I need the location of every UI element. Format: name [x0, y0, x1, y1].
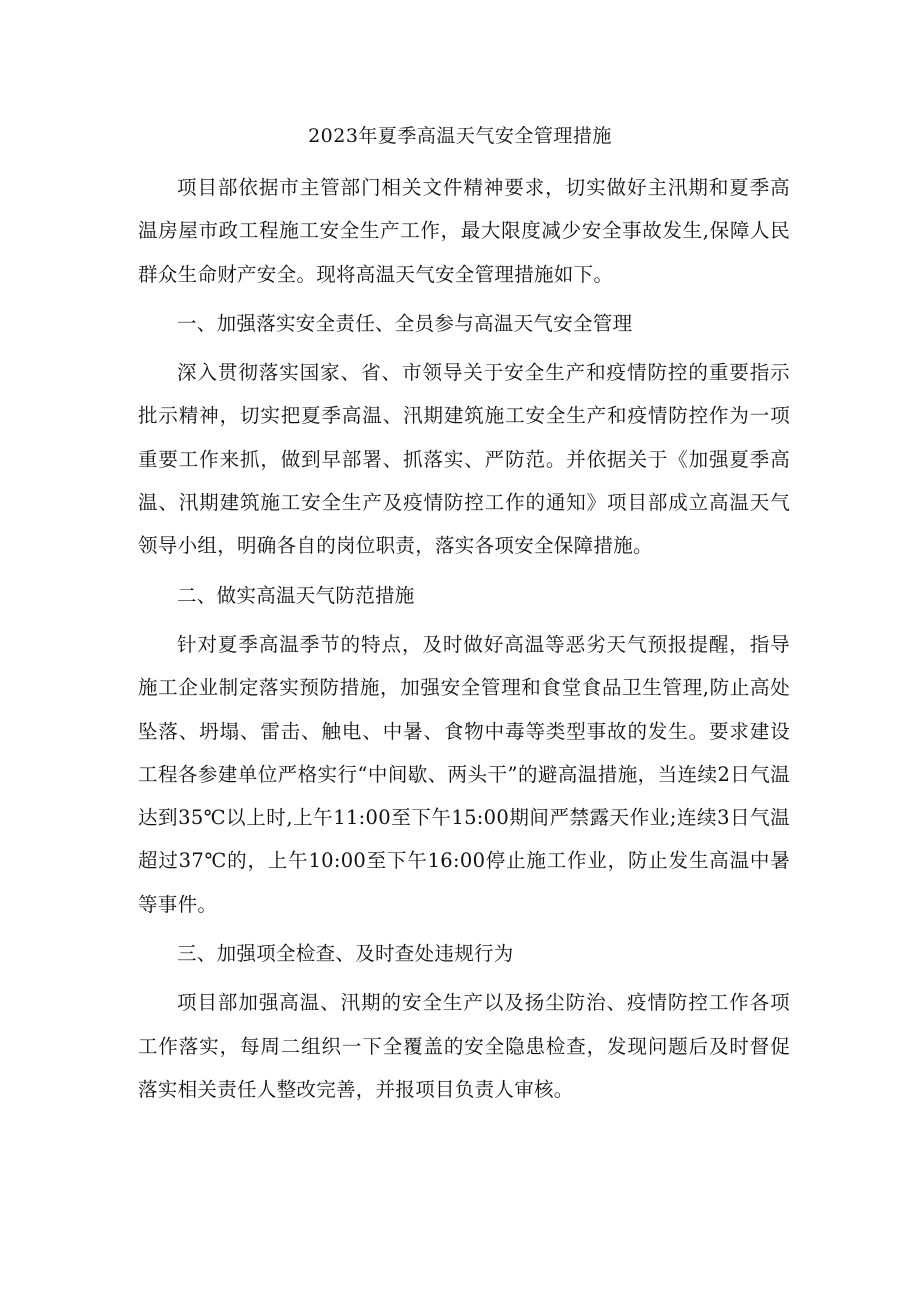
section-body-3: 项目部加强高温、汛期的安全生产以及扬尘防治、疫情防控工作各项工作落实，每周二组织一下全覆盖的安全隐患检查，发现问题后及时督促落实相关责任人整改完善，并报项目负责人审核。: [138, 991, 790, 1101]
section-heading-2: 二、做实高温天气防范措施: [177, 583, 415, 607]
document-body: [138, 166, 790, 1117]
intro-paragraph: 项目部依据市主管部门相关文件精神要求，切实做好主汛期和夏季高温房屋市政工程施工安全生产工作，最大限度减少安全事故发生,保障人民群众生命财产安全。现将高温天气安全管理措施如下。: [138, 176, 790, 286]
document-title: 2023年夏季高温天气安全管理措施: [308, 125, 612, 147]
section-heading-1: 一、加强落实安全责任、全员参与高温天气安全管理: [177, 311, 633, 335]
section-body-2: 针对夏季高温季节的特点，及时做好高温等恶劣天气预报提醒，指导施工企业制定落实预防措施，加强安全管理和食堂食品卫生管理,防止高处坠落、坍塌、雷击、触电、中暑、食物中毒等类型事故的发生。要求建设工程各参建单位严格实行“中间歇、两头干”的避高温措施，当连续2日气温达到35℃以上时,上午11:00至下午15:00期间严禁露天作业;连续3日气温超过37℃的，上午10:00至下午16:00停止施工作业，防止发生高温中暑等事件。: [138, 632, 790, 916]
section-heading-3: 三、加强项全检查、及时查处违规行为: [177, 942, 514, 966]
section-body-1: 深入贯彻落实国家、省、市领导关于安全生产和疫情防控的重要指示批示精神，切实把夏季高温、汛期建筑施工安全生产和疫情防控作为一项重要工作来抓，做到早部署、抓落实、严防范。并依据关于《加强夏季高温、汛期建筑施工安全生产及疫情防控工作的通知》项目部成立高温天气领导小组，明确各自的岗位职责，落实各项安全保障措施。: [138, 361, 790, 558]
